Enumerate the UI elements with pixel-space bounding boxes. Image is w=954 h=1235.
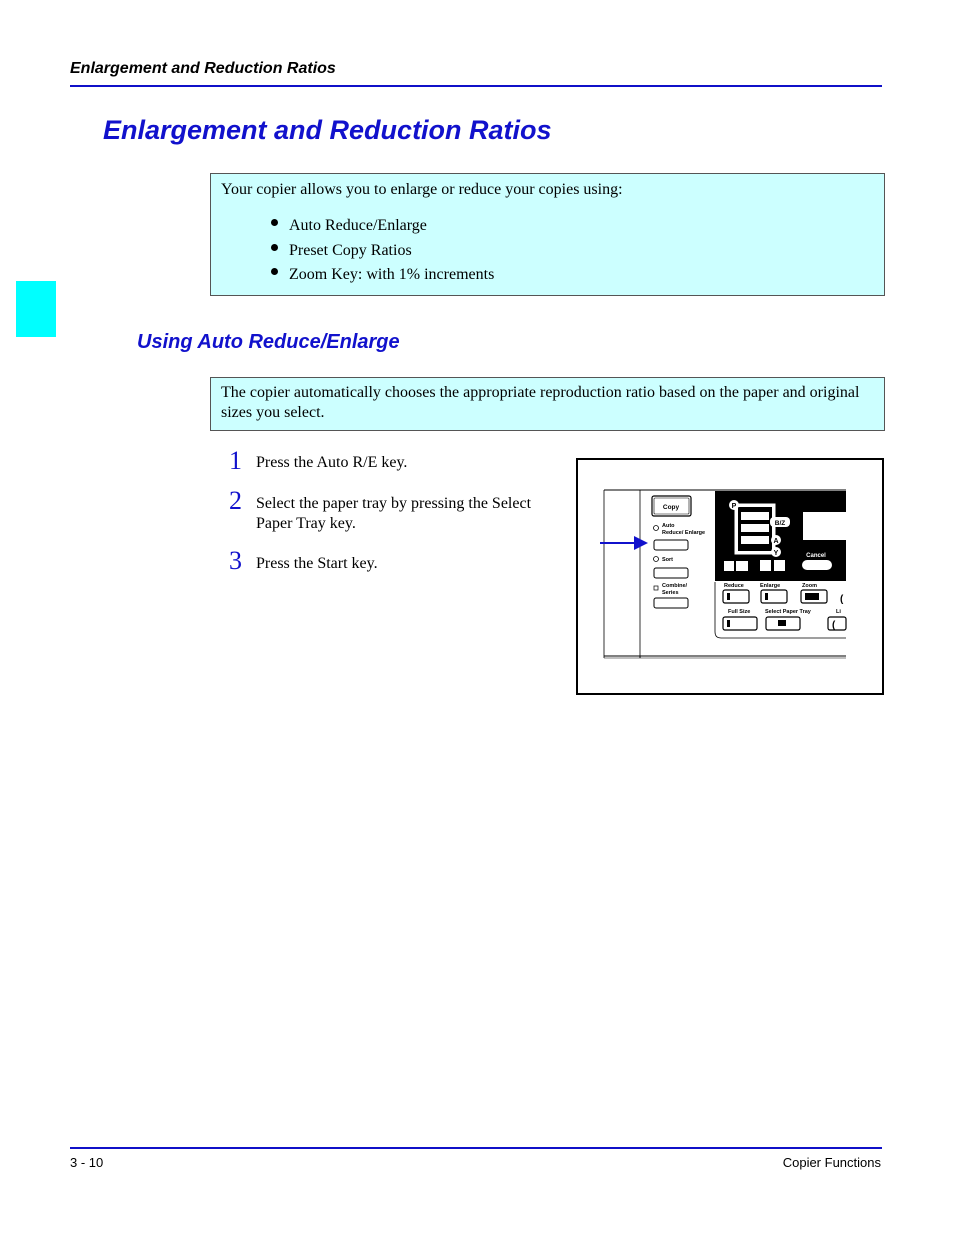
page-number: 3 - 10 xyxy=(70,1155,104,1170)
bullet-text: Preset Copy Ratios xyxy=(289,241,412,259)
callout-bz: B/Z xyxy=(774,520,786,527)
bullet-icon xyxy=(271,219,278,226)
callout-a: A xyxy=(773,538,779,545)
bullet-icon xyxy=(271,268,278,275)
footer-rule xyxy=(70,1147,882,1149)
step-text: Press the Start key. xyxy=(256,555,378,572)
intro-note-box xyxy=(210,173,885,296)
li-key-label: Li xyxy=(836,609,841,615)
control-panel-figure xyxy=(576,458,884,695)
svg-text:(: ( xyxy=(840,594,844,605)
list-item xyxy=(271,241,494,266)
chapter-tab-marker xyxy=(16,281,56,337)
control-panel-illustration xyxy=(578,460,882,693)
bullet-icon xyxy=(271,244,278,251)
reduce-key-label: Reduce xyxy=(724,583,744,589)
combine-key-label: Combine/ Series xyxy=(662,583,688,596)
running-header: Enlargement and Reduction Ratios xyxy=(70,60,336,77)
callout-p: P xyxy=(731,503,737,510)
list-item xyxy=(271,216,494,241)
step-text: Select the paper tray by pressing the Select Paper Tray key. xyxy=(256,495,532,532)
callout-y: Y xyxy=(773,550,779,557)
header-rule xyxy=(70,85,882,87)
intro-bullet-list xyxy=(271,216,494,290)
section-note-box xyxy=(210,377,885,431)
cancel-key-label: Cancel xyxy=(806,553,826,559)
zoom-key-label: Zoom xyxy=(802,583,817,589)
auto-re-key-label: Auto Reduce/ Enlarge xyxy=(662,523,706,536)
pointer-arrow-icon xyxy=(600,536,648,550)
sort-key-label: Sort xyxy=(662,557,673,563)
svg-text:(: ( xyxy=(832,620,836,631)
list-item xyxy=(271,265,494,290)
intro-text: Your copier allows you to enlarge or reduce your copies using: xyxy=(221,181,623,198)
step-number: 3 xyxy=(229,546,242,575)
full-size-key-label: Full Size xyxy=(728,609,751,615)
step-number: 2 xyxy=(229,486,242,515)
chapter-name: Copier Functions xyxy=(782,1155,881,1170)
bullet-text: Zoom Key: with 1% increments xyxy=(289,266,495,283)
step-text: Press the Auto R/E key. xyxy=(256,454,408,471)
copy-key-label: Copy xyxy=(662,504,680,511)
section-title: Using Auto Reduce/Enlarge xyxy=(137,331,400,353)
section-note-text: The copier automatically chooses the appropriate reproduction ratio based on the paper and original sizes you select. xyxy=(221,384,860,421)
bullet-text: Auto Reduce/Enlarge xyxy=(289,217,427,234)
select-tray-key-label: Select Paper Tray xyxy=(765,609,811,615)
step-number: 1 xyxy=(229,446,242,475)
page-title: Enlargement and Reduction Ratios xyxy=(103,115,552,145)
enlarge-key-label: Enlarge xyxy=(760,583,781,589)
